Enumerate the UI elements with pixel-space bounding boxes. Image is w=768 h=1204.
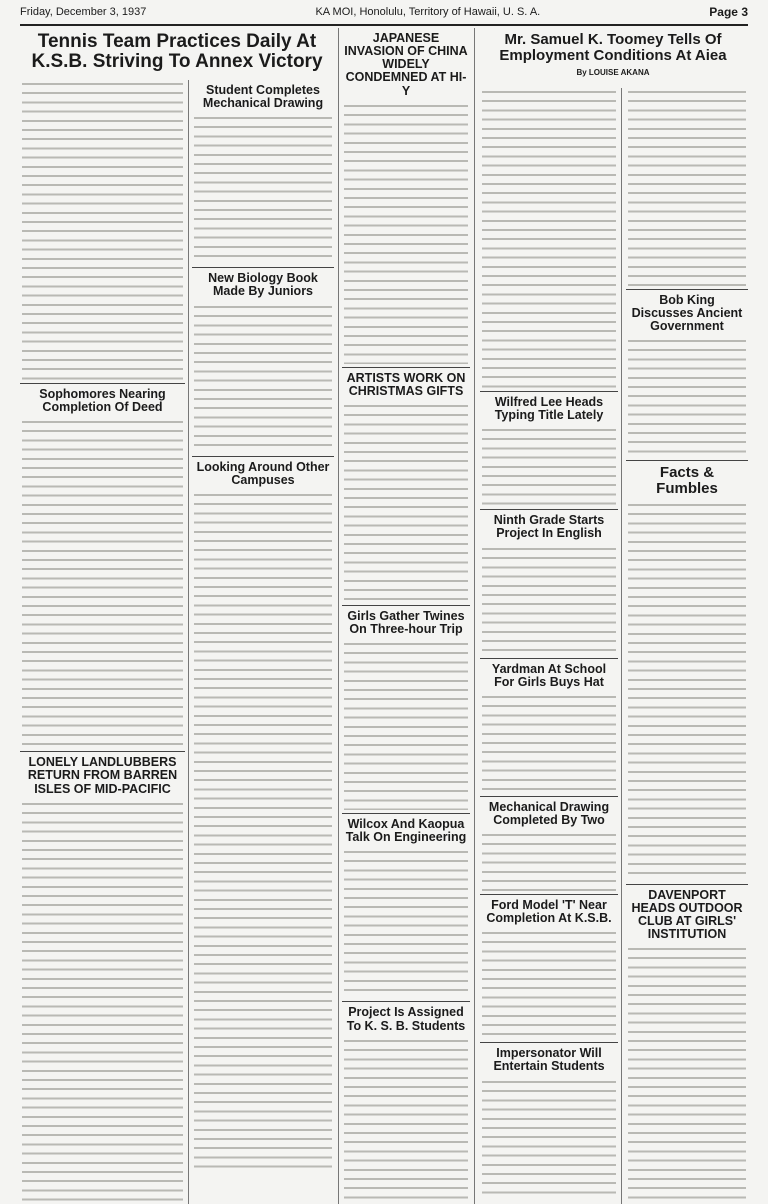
article-body-ninth — [480, 545, 618, 655]
headline-mech-drawing: Student Completes Mechanical Drawing — [202, 83, 324, 111]
article-body-japanese — [342, 102, 470, 364]
page-number: Page 3 — [709, 5, 748, 19]
article-body-campuses — [192, 491, 334, 1171]
headline-landlubbers: LONELY LANDLUBBERS RETURN FROM BARREN ISLES OF MID-PACIFIC — [27, 755, 178, 796]
column-divider — [188, 80, 189, 1204]
column-rule — [192, 267, 334, 268]
column-rule — [480, 391, 618, 392]
column-rule — [342, 605, 470, 606]
article-body-landlubbers — [20, 800, 185, 1204]
column-rule — [192, 456, 334, 457]
article-body-toomey — [480, 88, 618, 388]
article-body-mech-drawing — [192, 114, 334, 264]
tennis-headline-block — [20, 28, 334, 76]
article-body-ford — [480, 929, 618, 1039]
column-divider — [621, 88, 622, 1204]
column-rule — [626, 460, 748, 461]
column-rule — [20, 751, 185, 752]
column-3 — [342, 28, 470, 1204]
toomey-headline-block — [478, 28, 748, 80]
article-body-facts — [626, 501, 748, 881]
paper-title: KA MOI, Honolulu, Territory of Hawaii, U. S. A. — [315, 6, 541, 18]
column-rule — [342, 813, 470, 814]
headline-sophomores: Sophomores Nearing Completion Of Deed — [39, 387, 166, 415]
headline-project: Project Is Assigned To K. S. B. Students — [346, 1005, 466, 1033]
column-1 — [20, 80, 185, 1204]
article-body-biology — [192, 303, 334, 453]
article-body-mech-two — [480, 831, 618, 891]
column-rule — [626, 884, 748, 885]
headline-ford: Ford Model 'T' Near Completion At K.S.B. — [486, 898, 612, 926]
headline-ninth: Ninth Grade Starts Project In English — [493, 513, 605, 541]
headline-mech-two: Mechanical Drawing Completed By Two — [488, 799, 610, 827]
article-body-tennis — [20, 80, 185, 380]
headline-wilfred: Wilfred Lee Heads Typing Title Lately — [494, 395, 604, 423]
headline-wilcox: Wilcox And Kaopua Talk On Engineering — [345, 817, 467, 845]
headline-campuses: Looking Around Other Campuses — [196, 459, 330, 487]
column-5 — [626, 88, 748, 1204]
column-rule — [480, 1042, 618, 1043]
article-body-project — [342, 1037, 470, 1204]
column-rule — [480, 894, 618, 895]
article-body-wilcox — [342, 848, 470, 998]
column-rule — [480, 658, 618, 659]
headline-tennis: Tennis Team Practices Daily At K.S.B. Striving To Annex Victory — [31, 31, 323, 72]
headline-biology: New Biology Book Made By Juniors — [208, 271, 318, 299]
article-body-sophomores — [20, 418, 185, 748]
article-body-twines — [342, 640, 470, 810]
article-body-toomey-continued — [626, 88, 748, 286]
byline-toomey: By LOUISE AKANA — [576, 67, 650, 77]
column-rule — [20, 383, 185, 384]
article-body-artists — [342, 402, 470, 602]
headline-bob-king: Bob King Discusses Ancient Government — [631, 293, 743, 334]
column-rule — [480, 509, 618, 510]
article-body-impersonator — [480, 1078, 618, 1198]
headline-artists: ARTISTS WORK ON CHRISTMAS GIFTS — [346, 370, 466, 398]
article-body-wilfred — [480, 426, 618, 506]
headline-yardman: Yardman At School For Girls Buys Hat — [491, 661, 607, 689]
column-rule — [342, 367, 470, 368]
columns — [20, 28, 748, 1204]
headline-davenport: DAVENPORT HEADS OUTDOOR CLUB AT GIRLS' INSTITUTION — [631, 887, 743, 942]
masthead — [20, 0, 748, 26]
article-body-yardman — [480, 693, 618, 793]
headline-facts: Facts & Fumbles — [656, 464, 718, 498]
column-2 — [192, 80, 334, 1204]
column-rule — [480, 796, 618, 797]
column-rule — [626, 289, 748, 290]
article-body-bob-king — [626, 337, 748, 457]
issue-date: Friday, December 3, 1937 — [20, 6, 147, 18]
headline-toomey: Mr. Samuel K. Toomey Tells Of Employment Conditions At Aiea — [499, 31, 727, 64]
column-rule — [342, 1001, 470, 1002]
headline-impersonator: Impersonator Will Entertain Students — [493, 1046, 605, 1074]
article-body-davenport — [626, 945, 748, 1204]
headline-japanese: JAPANESE INVASION OF CHINA WIDELY CONDEMNED AT HI-Y — [344, 31, 468, 98]
headline-twines: Girls Gather Twines On Three-hour Trip — [347, 608, 465, 636]
column-divider — [338, 28, 339, 1204]
column-4 — [480, 88, 618, 1204]
column-divider — [474, 28, 475, 1204]
